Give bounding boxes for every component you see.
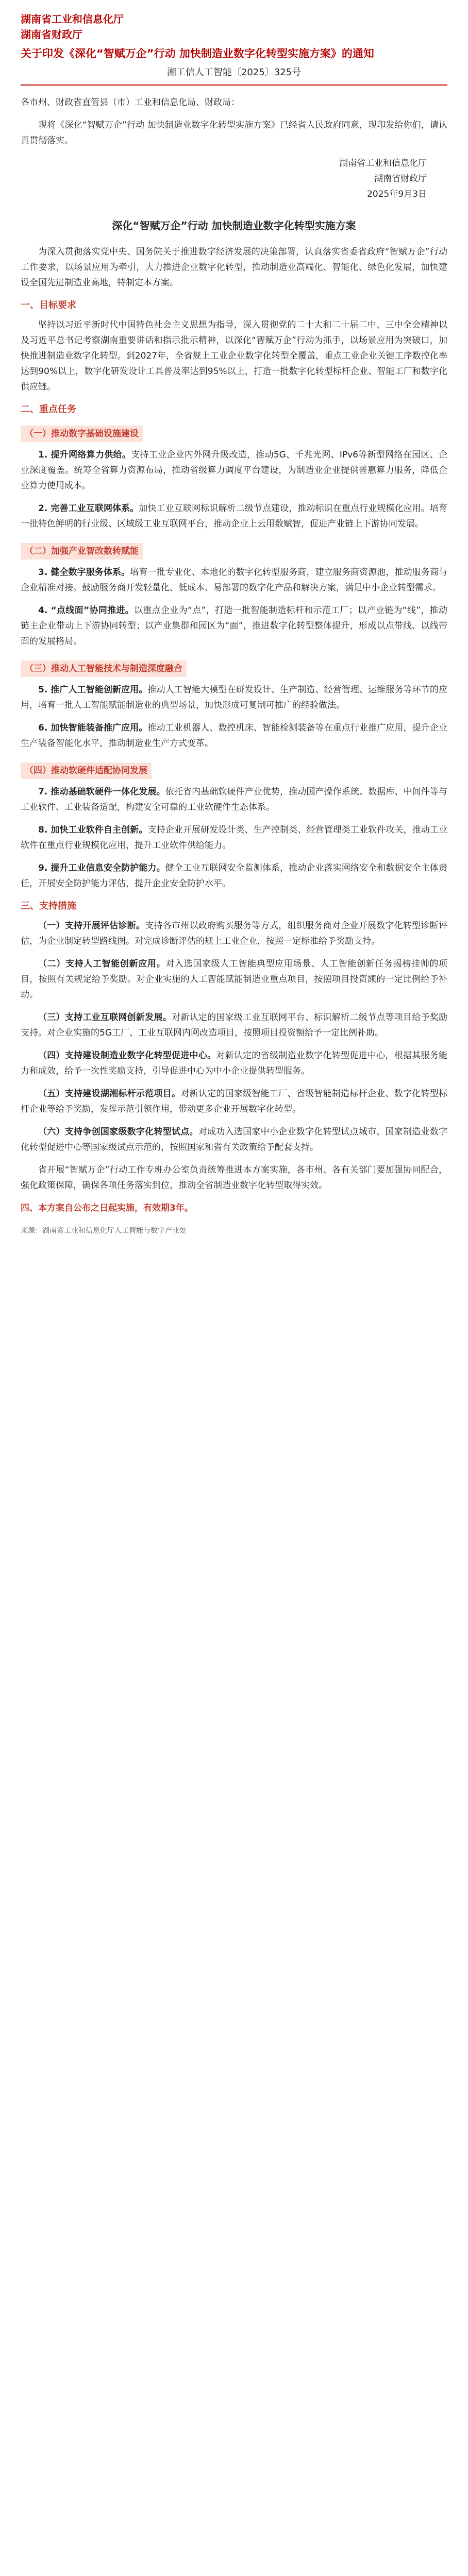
signature-org-2: 湖南省财政厅 [374, 174, 427, 184]
document-number: 湘工信人工智能〔2025〕325号 [166, 67, 302, 78]
signature-date: 2025年9月3日 [367, 189, 427, 199]
support-item [21, 956, 447, 1003]
task-group-heading: （四）推动软硬件适配协同发展 [21, 762, 152, 779]
header-divider [21, 84, 447, 86]
support-item [21, 1124, 447, 1155]
task-item-text: 推动工业机器人、数控机床、智能检测装备等在重点行业推广应用，提升企业生产装备智能化水平，推动制造业生产方式变革。 [21, 723, 447, 749]
task-item-text: 支持工业企业内外网升级改造，推动5G、千兆光网、IPv6等新型网络在园区、企业深度覆盖。统筹全省算力资源布局，推动省级算力调度平台建设，为制造业企业提供普惠算力服务，降低企业算力使用成本。 [21, 450, 447, 491]
agency-name-2: 湖南省财政厅 [21, 28, 82, 41]
closing-paragraph: 省开展“智赋万企”行动工作专班办公室负责统筹推进本方案实施，各市州、各有关部门要加强协同配合，强化政策保障，确保各项任务落实到位，推动全省制造业数字化转型取得实效。 [21, 1165, 447, 1191]
signature-org-1: 湖南省工业和信息化厅 [339, 158, 427, 168]
salutation: 各市州、财政省直管县（市）工业和信息化局、财政局： [21, 97, 240, 108]
task-group [21, 656, 447, 751]
task-group [21, 539, 447, 649]
support-item-heading: （一）支持开展评估诊断。 [38, 921, 145, 931]
intro-body: 现将《深化“智赋万企”行动 加快制造业数字化转型实施方案》已经省人民政府同意，现印发给你们，请认真贯彻落实。 [21, 120, 447, 146]
agency-name-1: 湖南省工业和信息化厅 [21, 13, 124, 25]
section-goals-heading: 一、目标要求 [21, 300, 76, 311]
task-item-lead: 8. 加快工业软件自主创新。 [38, 825, 148, 835]
support-item [21, 1086, 447, 1117]
section-goals-body: 坚持以习近平新时代中国特色社会主义思想为指导，深入贯彻党的二十大和二十届二中、三中全会精神以及习近平总书记考察湖南重要讲话和指示批示精神，以深化“智赋万企”行动为抓手，以场景应用为突破口，加快推进制造业数字化转型。到2027年，全省规上工业企业数字化转型全覆盖，重点工业企业关键工序数控化率达到90%以上，数字化研发设计工具普及率达到95%以上，打造一批数字化转型标杆企业、智能工厂和数字化供应链。 [21, 320, 447, 392]
task-item [21, 565, 447, 596]
support-item [21, 918, 447, 949]
support-item-heading: （六）支持争创国家级数字化转型试点。 [38, 1127, 198, 1137]
task-item-text: 推动人工智能大模型在研发设计、生产制造、经营管理、运维服务等环节的应用，培育一批人工智能赋能制造业的典型场景，加快形成可复制可推广的经验做法。 [21, 685, 447, 710]
source-line: 来源：湖南省工业和信息化厅人工智能与数字产业处 [21, 1227, 187, 1235]
signature-block [21, 156, 447, 202]
task-item [21, 501, 447, 532]
task-item [21, 784, 447, 815]
task-item-lead: 9. 提升工业信息安全防护能力。 [38, 863, 165, 873]
support-item-text: 对入选国家级人工智能典型应用场景、人工智能创新任务揭榜挂帅的项目，按照有关规定给予奖励。对企业实施的人工智能赋能制造业重点项目，按照项目投资额的一定比例给予补助。 [21, 959, 448, 1000]
task-item-text: 培育一批专业化、本地化的数字化转型服务商，建立服务商资源池，推动服务商与企业精准对接。鼓励服务商开发轻量化、低成本、易部署的数字化产品和解决方案，满足中小企业转型需求。 [21, 567, 447, 593]
task-item [21, 860, 447, 891]
task-group-heading: （二）加强产业智改数转赋能 [21, 543, 143, 560]
task-item [21, 822, 447, 853]
task-item-text: 依托省内基础软硬件产业优势，推动国产操作系统、数据库、中间件等与工业软件、工业装备适配，构建安全可靠的工业软硬件生态体系。 [21, 787, 447, 812]
effective-notice: 四、本方案自公布之日起实施，有效期3年。 [21, 1203, 193, 1213]
support-item-heading: （五）支持建设湖湘标杆示范项目。 [38, 1089, 181, 1099]
task-item [21, 603, 447, 649]
support-item-text: 对新认定的国家级智能工厂、省级智能制造标杆企业、数字化转型标杆企业等给予奖励，发挥示范引领作用，带动更多企业开展数字化转型。 [21, 1089, 448, 1114]
support-item-text: 对新认定的国家级工业互联网平台、标识解析二级节点等项目给予奖励支持。对企业实施的5G工厂、工业互联网内网改造项目，按照项目投资额给予一定比例补助。 [21, 1012, 447, 1038]
task-item-lead: 2. 完善工业互联网体系。 [38, 503, 139, 514]
support-item-heading: （三）支持工业互联网创新发展。 [38, 1012, 172, 1023]
task-item [21, 682, 447, 713]
support-item-heading: （二）支持人工智能创新应用。 [38, 959, 166, 969]
plan-preface: 为深入贯彻落实党中央、国务院关于推进数字经济发展的决策部署，认真落实省委省政府“智赋万企”行动工作要求，以场景应用为牵引，大力推进企业数字化转型，推动制造业高端化、智能化、绿色化发展，加快建设全国先进制造业高地，特制定本方案。 [21, 247, 447, 288]
section-tasks-heading: 二、重点任务 [21, 404, 76, 415]
task-item [21, 720, 447, 751]
task-item-lead: 6. 加快智能装备推广应用。 [38, 723, 148, 733]
support-item [21, 1010, 447, 1041]
task-item-lead: 1. 提升网络算力供给。 [38, 450, 131, 460]
task-item-text: 支持企业开展研发设计类、生产控制类、经营管理类工业软件攻关，推动工业软件在重点行业规模化应用，提升工业软件供给能力。 [21, 825, 447, 851]
task-group [21, 758, 447, 891]
support-item-heading: （四）支持建设制造业数字化转型促进中心。 [38, 1050, 216, 1061]
plan-title: 深化“智赋万企”行动 加快制造业数字化转型实施方案 [112, 219, 356, 232]
section-support-heading: 三、支持措施 [21, 901, 76, 911]
task-item [21, 447, 447, 494]
task-item-text: 以重点企业为“点”，打造一批智能制造标杆和示范工厂；以产业链为“线”，推动链主企业带动上下游协同转型；以产业集群和园区为“面”，推进数字化转型整体提升，形成以点带线、以线带面的发展格局。 [21, 605, 447, 647]
task-group [21, 421, 447, 532]
task-item-lead: 3. 健全数字服务体系。 [38, 567, 130, 578]
task-item-lead: 4. “点线面”协同推进。 [38, 605, 135, 616]
support-item-text: 支持各市州以政府购买服务等方式，组织服务商对企业开展数字化转型诊断评估，为企业制定转型路线图。对完成诊断评估的规上工业企业，按照一定标准给予奖励支持。 [21, 921, 448, 946]
task-item-text: 加快工业互联网标识解析二级节点建设，推动标识在重点行业规模化应用。培育一批特色鲜明的行业级、区域级工业互联网平台，推动企业上云用数赋智，促进产业链上下游协同发展。 [21, 503, 447, 529]
support-item [21, 1048, 447, 1079]
support-item-text: 对新认定的省级制造业数字化转型促进中心，根据其服务能力和成效，给予一次性奖励支持，引导促进中心为中小企业提供转型服务。 [21, 1050, 448, 1076]
support-item-text: 对成功入选国家中小企业数字化转型试点城市、国家制造业数字化转型促进中心等国家级试点示范的，按照国家和省有关政策给予配套支持。 [21, 1127, 448, 1153]
document-title: 关于印发《深化“智赋万企”行动 加快制造业数字化转型实施方案》的通知 [21, 47, 374, 60]
task-item-lead: 5. 推广人工智能创新应用。 [38, 685, 148, 695]
task-item-text: 健全工业互联网安全监测体系，推动企业落实网络安全和数据安全主体责任，开展安全防护能力评估，提升企业安全防护水平。 [21, 863, 447, 889]
document-header [21, 11, 447, 80]
task-group-heading: （一）推动数字基础设施建设 [21, 426, 143, 442]
task-group-heading: （三）推动人工智能技术与制造深度融合 [21, 660, 187, 677]
task-item-lead: 7. 推动基础软硬件一体化发展。 [38, 787, 165, 797]
